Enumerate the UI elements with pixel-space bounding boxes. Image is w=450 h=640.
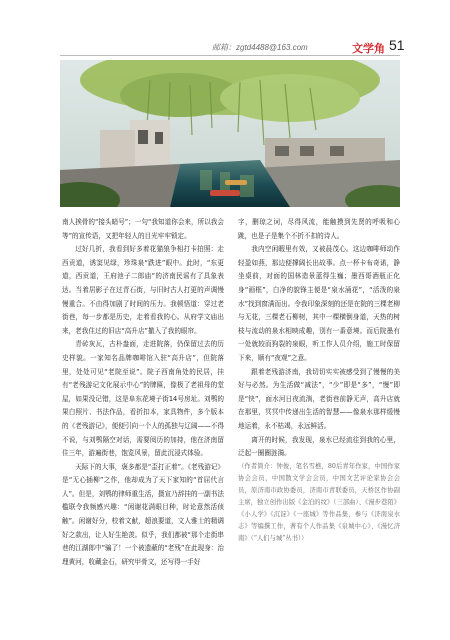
article-photo [60, 60, 400, 207]
paragraph: 字，删琼之词，尽得风流，能触摸到先贤的呼吸和心跳，也是子是集个不折不扣的诗人。 [238, 218, 400, 240]
paragraph: 青砖灰瓦，古朴盎面，走进院落，仍保留过去的历史样貌。一家知名品牌咖啡馆入驻“高升店”，但院落里，处处可见“老院至说”。院子西南角处的民居，挂有“老残游记文化展示中心”的牌匾，像极了老祖母的堂屋，如果没记错，这是阜东花境子街14号房址。刘鹗的果白照片、书法作品，看折扣本，家具物件，多个版本的《老残游记》，便便引向一个人的孤独与辽阔——不得不说，与刘鹗隔空对话，需要阅历的加持，他在济南留住三年，游遍街巷，饱览风景，留此沉浸式体验。 [62, 340, 224, 458]
paragraph: 离开的时候，我发现，泉水已经流往到我的心里，泛起一圈圈涟漪。 [238, 435, 400, 458]
author-bio: （作者简介：钟俊，笔名雪樵，80后青年作家，中国作家协会会员，中国散文学会会员，中国文艺评论家协会会员，原济南市政协委员，济南市青联委员，天桥区作协副主席，独立创作出版《金泊的纹》（三部曲）、《漫步巷陌》《小人学》《沉淀》《一座城》等作品集，参与《济南泉水志》等编撰工作，著有个人作品集《泉城中心》、《漫忆济南》（“人们与城”丛书）） [238, 462, 400, 542]
section-title: 文学角 [352, 42, 385, 55]
page-number: 51 [389, 37, 405, 53]
article-column-left [62, 216, 224, 569]
paragraph: 过好几折，我看到好多着花猫狼争相打卡拍照：走西贡道，诱窦见绿，珍珠泉“跌进”眼中。此时，“东更道，西贡道，王府池子二郎庙”的济南民谣有了具象表达。当着居影子在过青石街，与旧时古人打更的声调慢慢重合。不由得加剧了时间的压力。我顿悟道：穿过老街巷，每一步都是历史，走着看我的心。从府学文庙出来，老我住过的旧店“高升店”撤入了我的眼帘。 [62, 245, 224, 335]
article-column-right [238, 216, 400, 545]
paragraph: 南人挨骨的“接头暗号”；一句“我知道你会来，所以我会等”的宣传语，又把年轻人的目光牢牢锁定。 [62, 218, 224, 240]
header-email: 邮箱：zgtd4488@163.com [212, 43, 308, 52]
header-rule [60, 55, 400, 56]
paragraph: 跟着老残游济南，我切切实实被感受到了慢慢的美好与必然。为生活做“减法”，“少”即是“多”，“慢”即是“快”，面水河日夜流淌，老街巷前静无声，高升店就在那里，冥冥中传递出生活的智慧——像泉水那样缓慢地运着，永不枯竭，永远鲜活。 [238, 367, 400, 430]
paragraph: 我内空闲暇里有效，又被晨茂心。这边咖啡师动作轻盈如燕，那边便撑阔长出故事。点一杯卡布奇诺，静坐桌前，对面的国林造景蓝得生巍；墨西哥酒瓶正化身“画框”，白净的貌锋主便是“泉水涌花”，“活泼的泉水”找到窗满而出。令我印象深刻的还是在院的三棵老柳与无花，三棵老石柳树，其中一棵横倒身道，天热的树枝与流动的泉水相映成趣，别有一番意境。而后院墨有一处就较而狗裂的泉眼，听工作人员介绍，施工时保留下来，顺有“夜观”之意。 [238, 245, 400, 362]
paragraph: 天际下的大事，褒多都是“歪打正着”。《老残游记》是“无心插柳”之作，他却成为了天下家知的“首屈代言人”。但是，刘鹗的律师重生活，摄宣乃辞挂的一副书法槛联令我频感兴趣：“闲谢花满眼目种，时论意然活侦触”。闲谢好分，校着文献，超浪要道，文人雅士的精调好之款出，让人好生艳羡。似乎，我们都被“那个走街串巷的江湖郎中”骗了！一个被遗蔽的“老残”在此现身：治理黄河，收藏金石，研究甲骨文，还写得一手好 [62, 462, 224, 566]
